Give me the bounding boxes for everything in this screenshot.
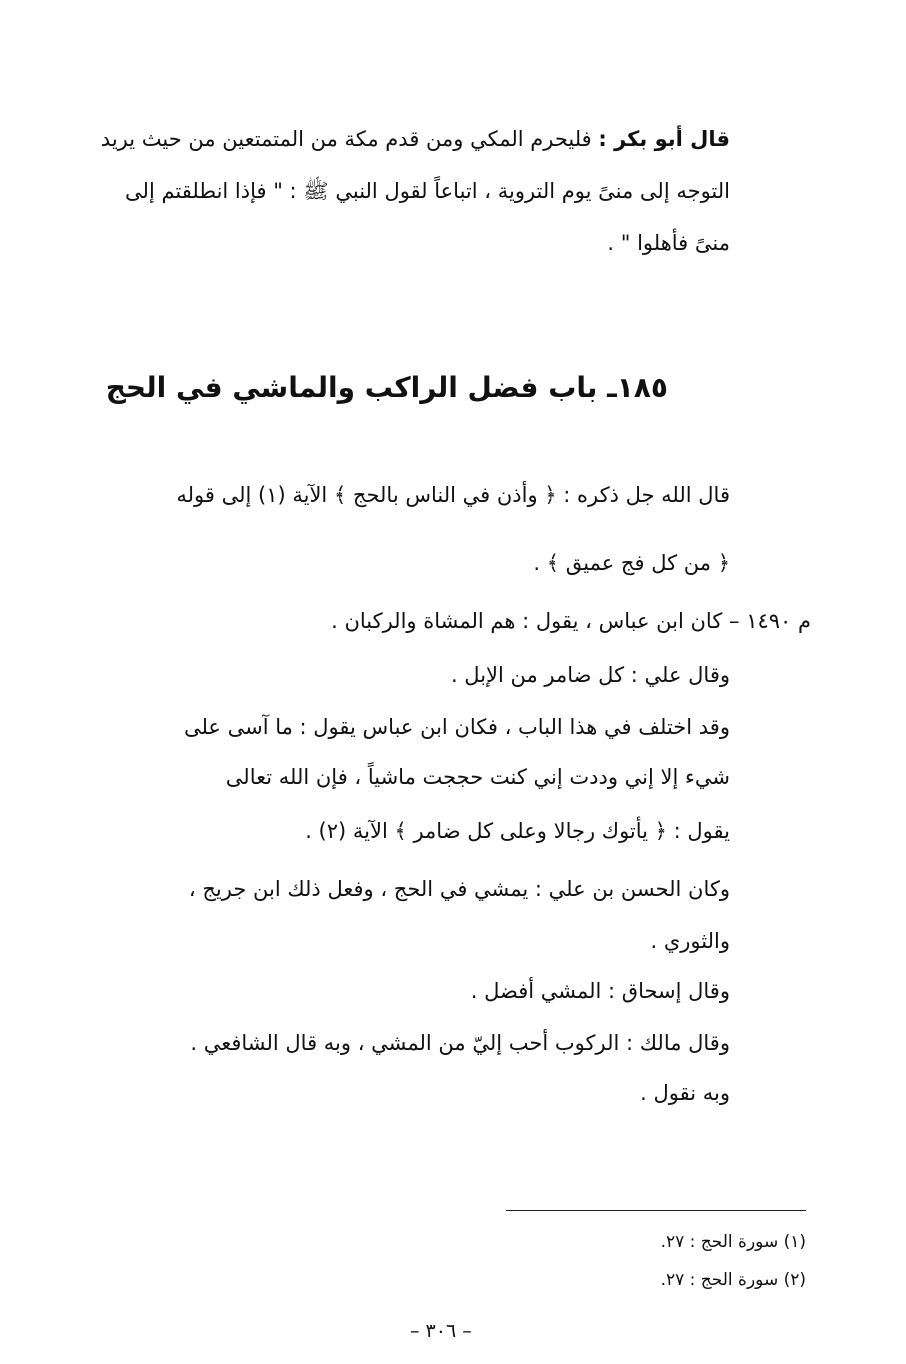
page-number: – ٣٠٦ – <box>410 1320 472 1342</box>
body-line-3: م ١٤٩٠ – كان ابن عباس ، يقول : هم المشاة والركبان . <box>331 609 811 633</box>
para1-line3: منىً فأهلوا " . <box>607 231 730 255</box>
body-line-1: قال الله جل ذكره : ﴿ وأذن في الناس بالحج ﴾ الآية (١) إلى قوله <box>176 483 730 507</box>
footnote-divider <box>506 1210 806 1211</box>
body-line-5: وقد اختلف في هذا الباب ، فكان ابن عباس يقول : ما آسى على <box>183 715 730 739</box>
footnote-2: (٢) سورة الحج : ٢٧. <box>660 1270 806 1290</box>
body-line-7: يقول : ﴿ يأتوك رجالا وعلى كل ضامر ﴾ الآية (٢) . <box>305 819 730 843</box>
chapter-heading: ١٨٥ـ باب فضل الراكب والماشي في الحج <box>105 371 668 404</box>
body-line-11: وقال مالك : الركوب أحب إليّ من المشي ، وبه قال الشافعي . <box>190 1031 730 1055</box>
body-line-2: ﴿ من كل فج عميق ﴾ . <box>533 551 730 575</box>
footnote-1: (١) سورة الحج : ٢٧. <box>660 1232 806 1252</box>
para1-line1-text: فليحرم المكي ومن قدم مكة من المتمتعين من حيث يريد <box>100 127 599 151</box>
body-line-6: شيء إلا إني وددت إني كنت حججت ماشياً ، فإن الله تعالى <box>225 765 730 789</box>
para1-line2: التوجه إلى منىً يوم التروية ، اتباعاً لقول النبي ﷺ : " فإذا انطلقتم إلى <box>125 179 730 203</box>
para1-line1 <box>101 124 730 154</box>
body-line-8: وكان الحسن بن علي : يمشي في الحج ، وفعل ذلك ابن جريج ، <box>188 877 730 901</box>
body-line-12: وبه نقول . <box>640 1081 730 1105</box>
para1-lead: قال أبو بكر : <box>598 127 730 151</box>
body-line-10: وقال إسحاق : المشي أفضل . <box>470 979 730 1003</box>
body-line-4: وقال علي : كل ضامر من الإبل . <box>450 663 730 687</box>
body-line-9: والثوري . <box>650 929 730 953</box>
